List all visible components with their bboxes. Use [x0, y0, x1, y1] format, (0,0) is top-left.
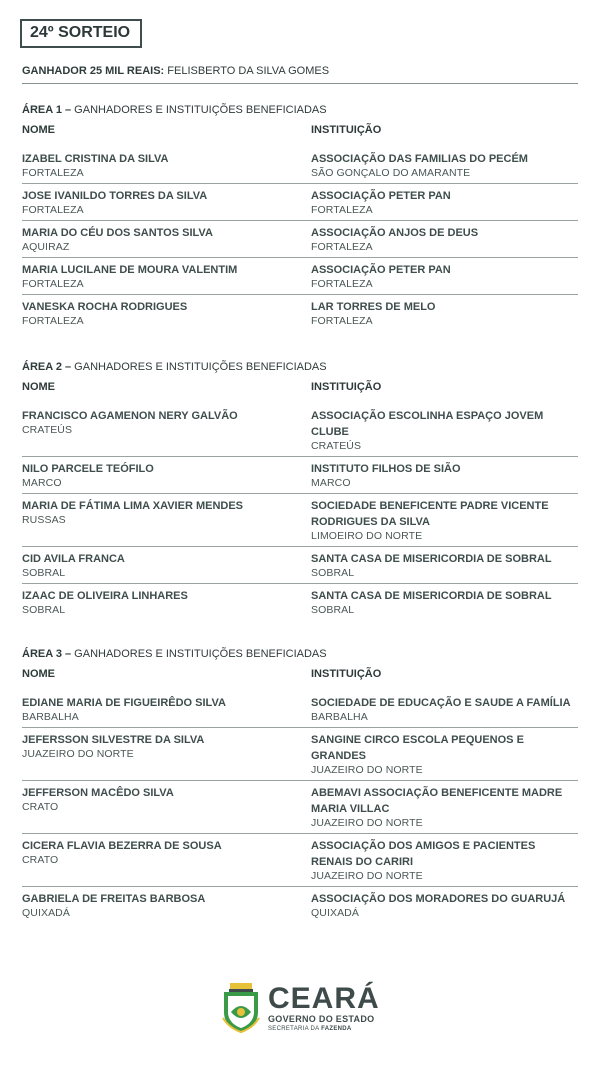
institution-cell: SANTA CASA DE MISERICORDIA DE SOBRAL	[311, 590, 552, 602]
winner-label: GANHADOR 25 MIL REAIS:	[22, 65, 165, 77]
table-header	[22, 380, 578, 394]
winner-city-cell: RUSSAS	[22, 514, 66, 526]
table-row	[22, 220, 578, 257]
area-label: ÁREA 1 –	[22, 104, 72, 116]
institution-city-cell: FORTALEZA	[311, 278, 373, 290]
winner-name-cell: MARIA LUCILANE DE MOURA VALENTIM	[22, 264, 238, 276]
institution-cell: SOCIEDADE BENEFICENTE PADRE VICENTE RODRIGUES DA SILVA	[311, 500, 549, 528]
institution-city-cell: JUAZEIRO DO NORTE	[311, 870, 423, 882]
area-1-section	[22, 103, 578, 331]
winner-city-cell: FORTALEZA	[22, 315, 84, 327]
institution-cell: ASSOCIAÇÃO DOS AMIGOS E PACIENTES RENAIS DO CARIRI	[311, 840, 536, 868]
institution-city-cell: FORTALEZA	[311, 315, 373, 327]
winners-table	[22, 404, 578, 620]
institution-city-cell: MARCO	[311, 477, 351, 489]
institution-cell: SANGINE CIRCO ESCOLA PEQUENOS E GRANDES	[311, 734, 524, 762]
winner-city-cell: FORTALEZA	[22, 278, 84, 290]
table-row	[22, 886, 578, 923]
winner-name-cell: GABRIELA DE FREITAS BARBOSA	[22, 893, 206, 905]
secretariat-prefix: SECRETARIA DA	[268, 1026, 320, 1032]
institution-cell: ASSOCIAÇÃO ESCOLINHA ESPAÇO JOVEM CLUBE	[311, 410, 544, 438]
winner-name: FELISBERTO DA SILVA GOMES	[167, 65, 330, 77]
institution-city-cell: QUIXADÁ	[311, 907, 359, 919]
institution-cell: LAR TORRES DE MELO	[311, 301, 436, 313]
winner-name-cell: CID AVILA FRANCA	[22, 553, 125, 565]
institution-cell: ASSOCIAÇÃO ANJOS DE DEUS	[311, 227, 479, 239]
table-row	[22, 691, 578, 727]
institution-cell: ABEMAVI ASSOCIAÇÃO BENEFICENTE MADRE MARIA VILLAC	[311, 787, 563, 815]
institution-cell: SANTA CASA DE MISERICORDIA DE SOBRAL	[311, 553, 552, 565]
winner-city-cell: BARBALHA	[22, 711, 79, 723]
area-subtitle: GANHADORES E INSTITUIÇÕES BENEFICIADAS	[74, 104, 327, 116]
winner-name-cell: IZAAC DE OLIVEIRA LINHARES	[22, 590, 188, 602]
winner-name-cell: JEFFERSON MACÊDO SILVA	[22, 787, 174, 799]
institution-cell: ASSOCIAÇÃO DOS MORADORES DO GUARUJÁ	[311, 893, 566, 905]
area-subtitle: GANHADORES E INSTITUIÇÕES BENEFICIADAS	[74, 648, 327, 660]
institution-city-cell: FORTALEZA	[311, 204, 373, 216]
table-row	[22, 294, 578, 331]
table-row	[22, 493, 578, 546]
winners-table	[22, 691, 578, 923]
table-row	[22, 583, 578, 620]
area-2-section	[22, 360, 578, 620]
area-title	[22, 647, 578, 661]
winner-name-cell: EDIANE MARIA DE FIGUEIRÊDO SILVA	[22, 697, 226, 709]
winner-city-cell: FORTALEZA	[22, 167, 84, 179]
institution-cell: INSTITUTO FILHOS DE SIÃO	[311, 463, 461, 475]
winner-name-cell: JEFERSSON SILVESTRE DA SILVA	[22, 734, 205, 746]
winner-name-cell: NILO PARCELE TEÓFILO	[22, 463, 154, 475]
winners-table	[22, 147, 578, 331]
winner-city-cell: AQUIRAZ	[22, 241, 70, 253]
table-row	[22, 727, 578, 780]
winner-name-cell: MARIA DE FÁTIMA LIMA XAVIER MENDES	[22, 500, 244, 512]
table-row	[22, 404, 578, 456]
header-institution: INSTITUIÇÃO	[311, 124, 382, 136]
brand-name: CEARÁ	[268, 982, 380, 1015]
institution-cell: SOCIEDADE DE EDUCAÇÃO E SAUDE A FAMÍLIA	[311, 697, 571, 709]
table-row	[22, 546, 578, 583]
institution-city-cell: FORTALEZA	[311, 241, 373, 253]
area-label: ÁREA 2 –	[22, 361, 72, 373]
winner-name-cell: VANESKA ROCHA RODRIGUES	[22, 301, 188, 313]
table-row	[22, 147, 578, 183]
area-title	[22, 103, 578, 117]
winner-city-cell: CRATO	[22, 801, 59, 813]
institution-city-cell: BARBALHA	[311, 711, 368, 723]
winner-city-cell: SOBRAL	[22, 567, 66, 579]
institution-city-cell: SOBRAL	[311, 604, 355, 616]
winner-city-cell: CRATO	[22, 854, 59, 866]
table-row	[22, 780, 578, 833]
table-header	[22, 123, 578, 137]
brand-block	[268, 984, 380, 1034]
page-title: 24º SORTEIO	[20, 19, 142, 48]
table-row	[22, 833, 578, 886]
table-row	[22, 183, 578, 220]
winner-city-cell: MARCO	[22, 477, 62, 489]
institution-city-cell: CRATEÚS	[311, 440, 362, 452]
institution-city-cell: JUAZEIRO DO NORTE	[311, 817, 423, 829]
institution-city-cell: SÃO GONÇALO DO AMARANTE	[311, 167, 471, 179]
winner-city-cell: JUAZEIRO DO NORTE	[22, 748, 134, 760]
winner-line	[22, 64, 578, 84]
brand-government: GOVERNO DO ESTADO	[268, 1014, 375, 1024]
institution-city-cell: JUAZEIRO DO NORTE	[311, 764, 423, 776]
area-3-section	[22, 647, 578, 923]
winner-name-cell: MARIA DO CÉU DOS SANTOS SILVA	[22, 227, 213, 239]
header-institution: INSTITUIÇÃO	[311, 381, 382, 393]
winner-city-cell: CRATEÚS	[22, 424, 73, 436]
institution-cell: ASSOCIAÇÃO PETER PAN	[311, 190, 451, 202]
winner-name-cell: FRANCISCO AGAMENON NERY GALVÃO	[22, 410, 238, 422]
institution-city-cell: SOBRAL	[311, 567, 355, 579]
table-row	[22, 456, 578, 493]
area-title	[22, 360, 578, 374]
institution-cell: ASSOCIAÇÃO PETER PAN	[311, 264, 451, 276]
ceara-coat-of-arms-icon	[221, 982, 261, 1034]
winner-name-cell: CICERA FLAVIA BEZERRA DE SOUSA	[22, 840, 222, 852]
secretariat-name: FAZENDA	[321, 1026, 352, 1032]
winner-city-cell: SOBRAL	[22, 604, 66, 616]
area-label: ÁREA 3 –	[22, 648, 72, 660]
institution-cell: ASSOCIAÇÃO DAS FAMILIAS DO PECÉM	[311, 153, 528, 165]
winner-name-cell: IZABEL CRISTINA DA SILVA	[22, 153, 169, 165]
header-institution: INSTITUIÇÃO	[311, 668, 382, 680]
table-header	[22, 667, 578, 681]
area-subtitle: GANHADORES E INSTITUIÇÕES BENEFICIADAS	[74, 361, 327, 373]
institution-city-cell: LIMOEIRO DO NORTE	[311, 530, 423, 542]
brand-secretariat	[268, 1025, 380, 1034]
winner-city-cell: QUIXADÁ	[22, 907, 70, 919]
table-row	[22, 257, 578, 294]
winner-city-cell: FORTALEZA	[22, 204, 84, 216]
header-name: NOME	[22, 381, 55, 393]
header-name: NOME	[22, 124, 55, 136]
header-name: NOME	[22, 668, 55, 680]
winner-name-cell: JOSE IVANILDO TORRES DA SILVA	[22, 190, 208, 202]
